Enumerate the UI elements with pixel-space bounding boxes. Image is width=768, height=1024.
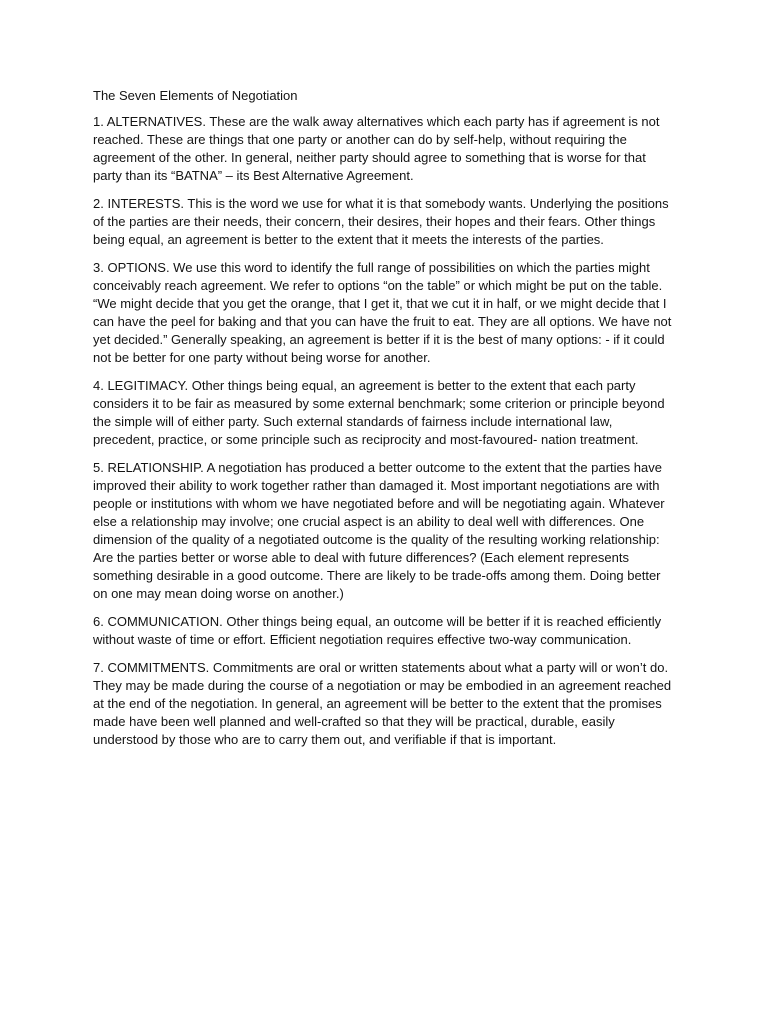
paragraph-commitments: 7. COMMITMENTS. Commitments are oral or written statements about what a party will or won’t do. They may be made during the course of a negotiation or may be embodied in an agreement reached at the end of the negotiation. In general, an agreement will be better to the extent that the promises made have been well planned and well-crafted so that they will be practical, durable, easily understood by those who are to carry them out, and verifiable if that is important. <box>93 660 672 747</box>
paragraph-relationship: 5. RELATIONSHIP. A negotiation has produced a better outcome to the extent that the parties have improved their ability to work together rather than damaged it. Most important negotiations are with people or institutions with whom we have negotiated before and will be negotiating again. Whatever else a relationship may involve; one crucial aspect is an ability to deal well with differences. One dimension of the quality of a negotiated outcome is the quality of the resulting working relationship: Are the parties better or worse able to deal with future differences? (Each element represents something desirable in a good outcome. There are likely to be trade-offs among them. Doing better on one may mean doing worse on another.) <box>93 460 665 601</box>
paragraph-interests: 2. INTERESTS. This is the word we use for what it is that somebody wants. Underlying the positions of the parties are their needs, their concern, their desires, their hopes and their fears. Other things being equal, an agreement is better to the extent that it meets the interests of the parties. <box>93 196 669 247</box>
paragraph-alternatives: 1. ALTERNATIVES. These are the walk away alternatives which each party has if agreement is not reached. These are things that one party or another can do by self-help, without requiring the agreement of the other. In general, neither party should agree to something that is worse for that party than its “BATNA” – its Best Alternative Agreement. <box>93 114 660 183</box>
paragraph-communication: 6. COMMUNICATION. Other things being equal, an outcome will be better if it is reached efficiently without waste of time or effort. Efficient negotiation requires effective two-way communication. <box>93 614 662 647</box>
paragraph-legitimacy: 4. LEGITIMACY. Other things being equal, an agreement is better to the extent that each party considers it to be fair as measured by some external benchmark; some criterion or principle beyond the simple will of either party. Such external standards of fairness include international law, precedent, practice, or some principle such as reciprocity and most-favoured- nation treatment. <box>93 378 665 447</box>
paragraph-options: 3. OPTIONS. We use this word to identify the full range of possibilities on which the parties might conceivably reach agreement. We refer to options “on the table” or which might be put on the table. “We might decide that you get the orange, that I get it, that we cut it in half, or we might decide that I can have the peel for baking and that you can have the fruit to eat. They are all options. We have not yet decided.” Generally speaking, an agreement is better if it is the best of many options: - if it could not be better for one party without being worse for another. <box>93 260 672 365</box>
document-body <box>93 87 673 759</box>
document-title: The Seven Elements of Negotiation <box>93 88 298 103</box>
